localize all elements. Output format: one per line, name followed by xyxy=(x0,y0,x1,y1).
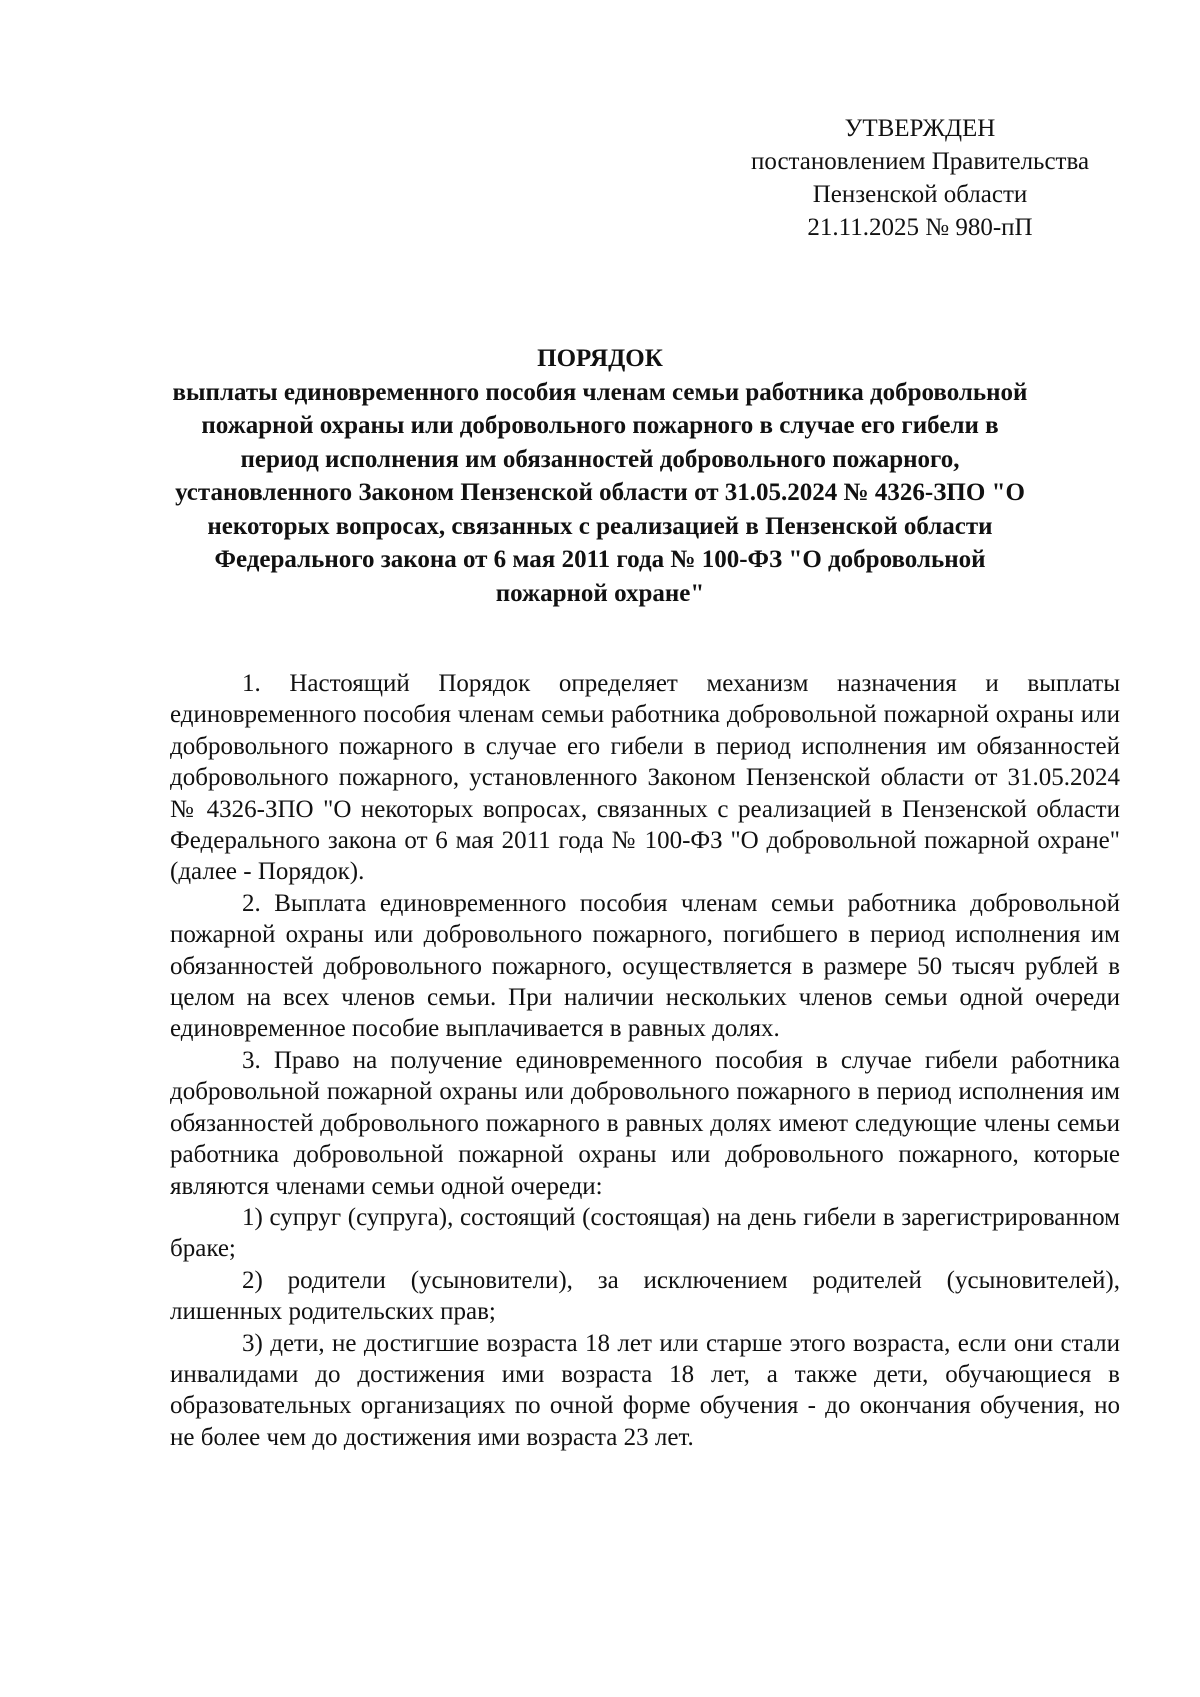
paragraph-1: 1. Настоящий Порядок определяет механизм назначения и выплаты единовременного пособия членам семьи работника добровольной пожарной охраны или добровольного пожарного в случае его гибели в период исполнения им обязанностей добровольного пожарного, установленного Законом Пензенской области от 31.05.2024 № 4326-ЗПО "О некоторых вопросах, связанных с реализацией в Пензенской области Федерального закона от 6 мая 2011 года № 100-ФЗ "О добровольной пожарной охране" (далее - Порядок). xyxy=(170,670,1120,886)
list-item-children: 3) дети, не достигшие возраста 18 лет или старше этого возраста, если они стали инвалидами до достижения ими возраста 18 лет, а также дети, обучающиеся в образовательных организациях по очной форме обучения - до окончания обучения, но не более чем до достижения ими возраста 23 лет. xyxy=(170,1329,1120,1451)
approval-date-number: 21.11.2025 № 980-пП xyxy=(807,214,1033,241)
paragraph-3: 3. Право на получение единовременного пособия в случае гибели работника добровольной пожарной охраны или добровольного пожарного в период исполнения им обязанностей добровольного пожарного в равных долях имеют следующие члены семьи работника добровольной пожарной охраны или добровольного пожарного, которые являются членами семьи одной очереди: xyxy=(170,1046,1120,1200)
document-type-heading: ПОРЯДОК xyxy=(537,345,663,372)
list-item-spouse: 1) супруг (супруга), состоящий (состоящая) на день гибели в зарегистрированном браке; xyxy=(170,1203,1120,1263)
list-item-parents: 2) родители (усыновители), за исключением родителей (усыновителей), лишенных родительских прав; xyxy=(170,1266,1120,1326)
document-body xyxy=(170,668,1120,1453)
paragraph-2: 2. Выплата единовременного пособия членам семьи работника добровольной пожарной охраны или добровольного пожарного, погибшего в период исполнения им обязанностей добровольного пожарного, осуществляется в размере 50 тысяч рублей в целом на всех членов семьи. При наличии нескольких членов семьи одной очереди единовременное пособие выплачивается в равных долях. xyxy=(170,889,1120,1043)
document-subtitle: выплаты единовременного пособия членам семьи работника добровольной пожарной охраны или добровольного пожарного в случае его гибели в период исполнения им обязанностей добровольного пожарного, установленного Законом Пензенской области от 31.05.2024 № 4326-ЗПО "О некоторых вопросах, связанных с реализацией в Пензенской области Федерального закона от 6 мая 2011 года № 100-ФЗ "О добровольной пожарной охране" xyxy=(172,378,1028,607)
approval-heading: УТВЕРЖДЕН xyxy=(844,115,996,142)
approval-stamp-block xyxy=(720,112,1120,244)
approval-region: Пензенской области xyxy=(812,181,1028,208)
document-title-block xyxy=(170,342,1030,610)
approval-authority: постановлением Правительства xyxy=(750,148,1090,175)
